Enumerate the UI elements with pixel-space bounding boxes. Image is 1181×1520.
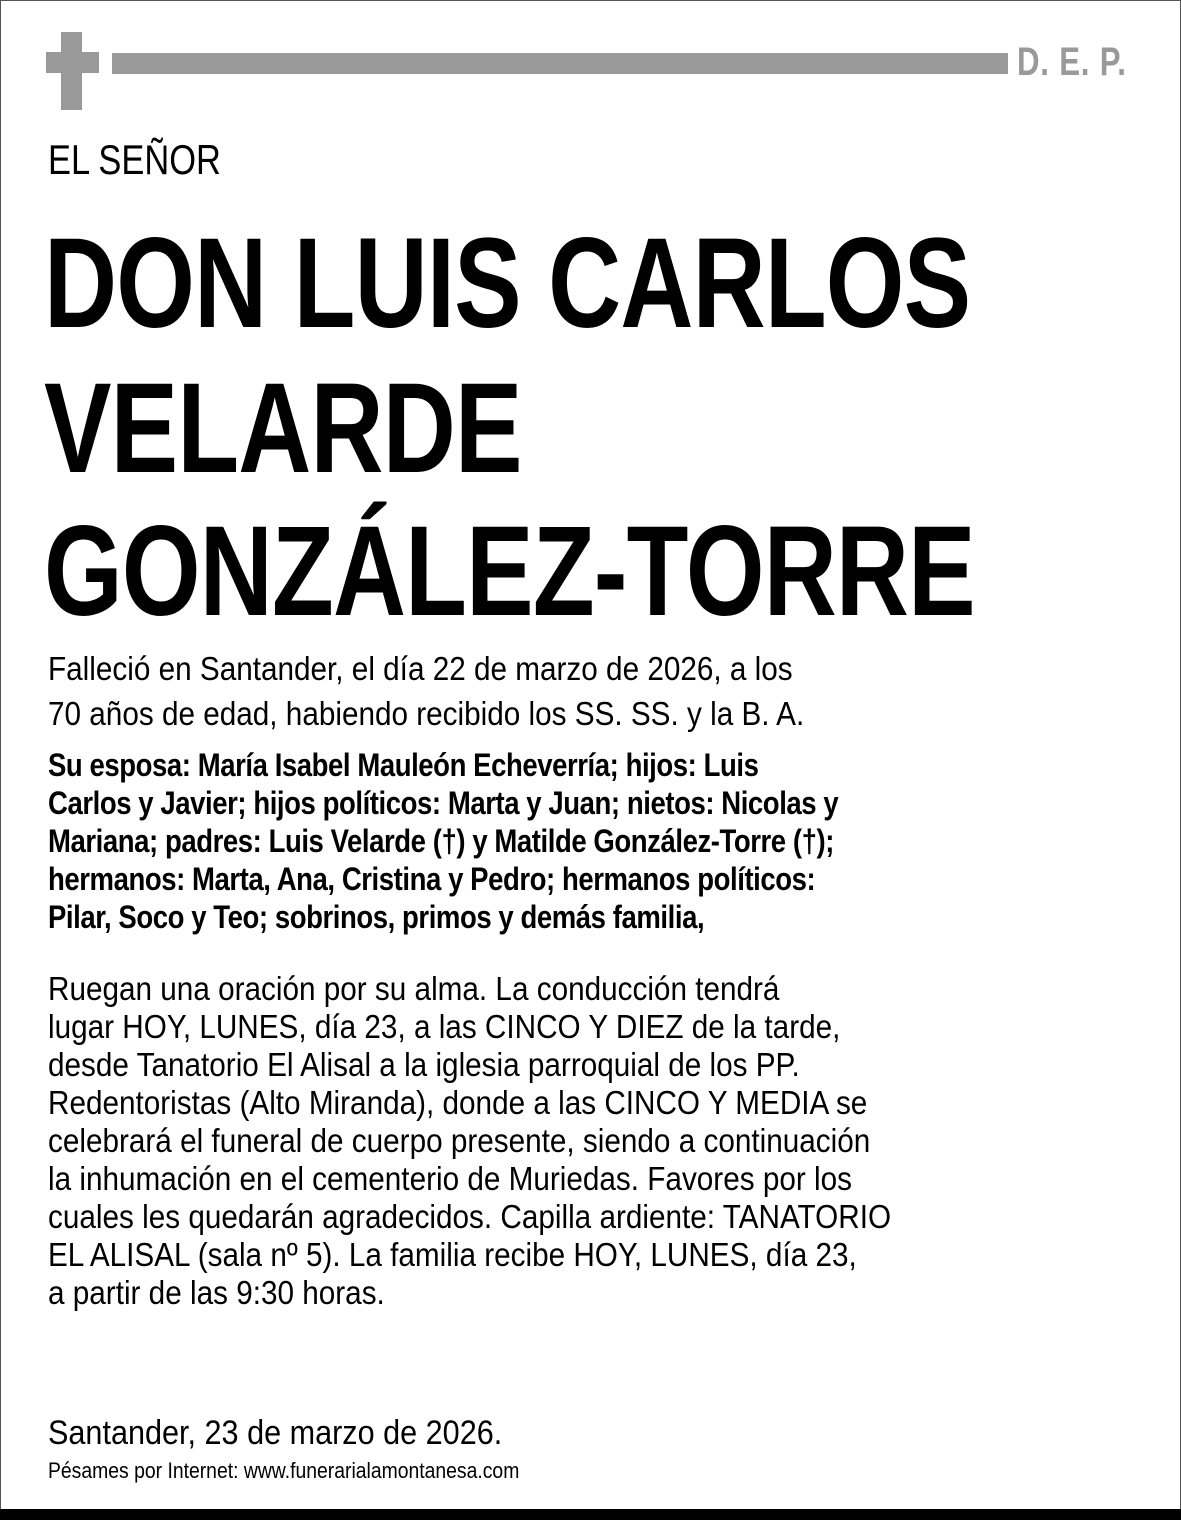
bottom-bar — [0, 1509, 1181, 1520]
cross-icon-arm — [46, 52, 99, 73]
text-line: Falleció en Santander, el día 22 de marzo de 2026, a los — [48, 650, 793, 687]
title-prefix: EL SEÑOR — [48, 136, 221, 183]
family-paragraph — [48, 746, 967, 936]
header-rule — [112, 53, 1008, 74]
condolences-link[interactable]: Pésames por Internet: www.funerarialamontanesa.com — [48, 1458, 520, 1483]
text-line: lugar HOY, LUNES, día 23, a las CINCO Y DIEZ de la tarde, — [48, 1008, 841, 1045]
name-line-3: GONZÁLEZ-TORRE — [44, 500, 975, 643]
service-paragraph — [48, 970, 985, 1312]
name-line-2: VELARDE — [44, 357, 522, 500]
text-line: 70 años de edad, habiendo recibido los SS. SS. y la B. A. — [48, 695, 805, 732]
text-line: EL ALISAL (sala nº 5). La familia recibe HOY, LUNES, día 23, — [48, 1236, 857, 1273]
name-line-1: DON LUIS CARLOS — [44, 212, 971, 355]
text-line: cuales les quedarán agradecidos. Capilla ardiente: TANATORIO — [48, 1198, 892, 1235]
death-paragraph — [48, 646, 888, 736]
text-line: Su esposa: María Isabel Mauleón Echeverría; hijos: Luis — [48, 747, 759, 783]
text-line: hermanos: Marta, Ana, Cristina y Pedro; hermanos políticos: — [48, 861, 816, 897]
text-line: Mariana; padres: Luis Velarde (†) y Matilde González-Torre (†); — [48, 823, 834, 859]
text-line: a partir de las 9:30 horas. — [48, 1274, 385, 1311]
text-line: Carlos y Javier; hijos políticos: Marta y Juan; nietos: Nicolas y — [48, 785, 839, 821]
text-line: Pilar, Soco y Teo; sobrinos, primos y demás familia, — [48, 899, 705, 935]
place-date: Santander, 23 de marzo de 2026. — [48, 1414, 503, 1452]
text-line: Redentoristas (Alto Miranda), donde a las CINCO Y MEDIA se — [48, 1084, 868, 1121]
dep-label: D. E. P. — [1017, 40, 1127, 84]
text-line: celebrará el funeral de cuerpo presente, siendo a continuación — [48, 1122, 871, 1159]
text-line: desde Tanatorio El Alisal a la iglesia parroquial de los PP. — [48, 1046, 800, 1083]
text-line: la inhumación en el cementerio de Muriedas. Favores por los — [48, 1160, 852, 1197]
text-line: Ruegan una oración por su alma. La conducción tendrá — [48, 970, 780, 1007]
